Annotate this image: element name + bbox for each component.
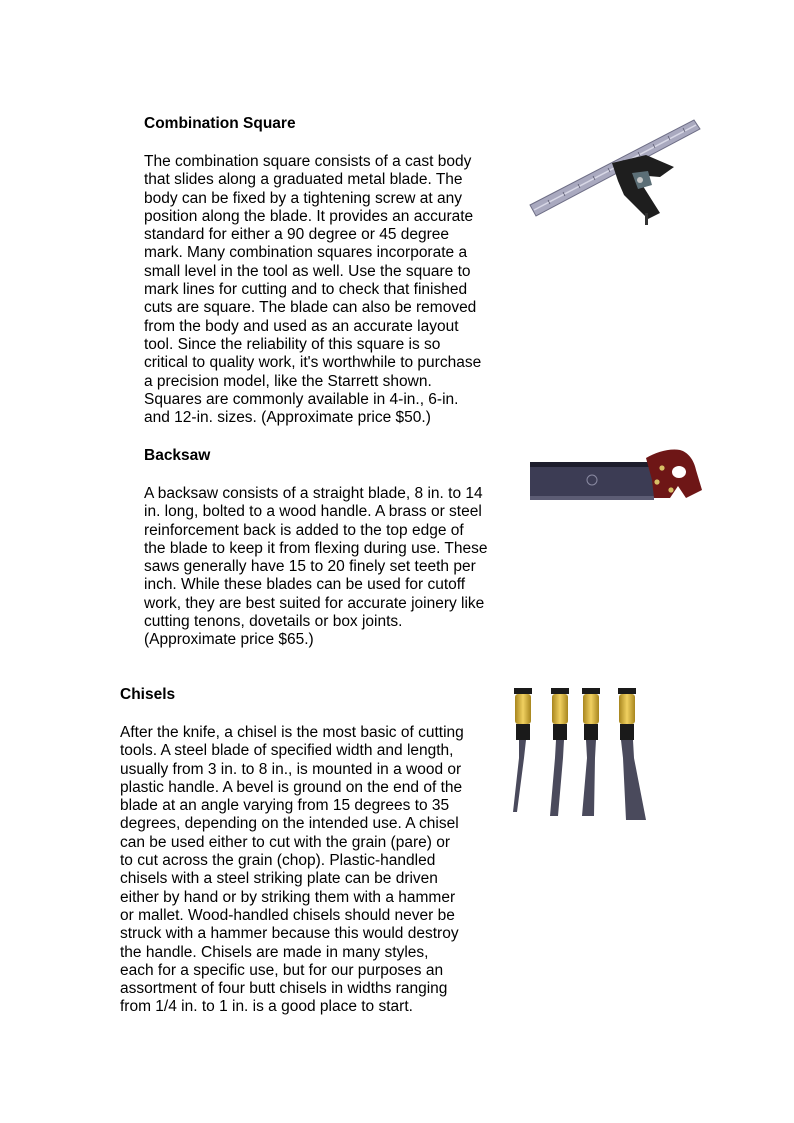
- section-heading: Backsaw: [144, 447, 211, 464]
- section-heading: Combination Square: [144, 115, 296, 132]
- section-body: [144, 153, 481, 427]
- body-line: Squares are commonly available in 4-in., 6-in.: [144, 390, 459, 408]
- chisels-image: [500, 682, 660, 824]
- body-line: the handle. Chisels are made in many styles,: [120, 943, 429, 961]
- body-line: to cut across the grain (chop). Plastic-handled: [120, 852, 436, 870]
- combination-square-image: [528, 115, 703, 230]
- body-line: assortment of four butt chisels in widths ranging: [120, 980, 448, 998]
- body-line: standard for either a 90 degree or 45 degree: [144, 226, 450, 244]
- chisel-quarter-inch: [513, 688, 532, 812]
- body-line: After the knife, a chisel is the most basic of cutting: [120, 724, 464, 741]
- body-line: tool. Since the reliability of this square is so: [144, 335, 441, 353]
- body-line: saws generally have 15 to 20 finely set teeth per: [144, 558, 476, 576]
- section-backsaw: [144, 447, 488, 650]
- body-line: A backsaw consists of a straight blade, 8 in. to 14: [144, 485, 483, 502]
- chisel-half-inch: [550, 688, 569, 816]
- body-line: mark. Many combination squares incorporate a: [144, 244, 468, 262]
- body-line: small level in the tool as well. Use the square to: [144, 262, 471, 280]
- body-line: cutting tenons, dovetails or box joints.: [144, 613, 403, 631]
- section-heading: Chisels: [120, 686, 176, 703]
- body-line: critical to quality work, it's worthwhile to purchase: [144, 354, 482, 372]
- chisel-three-quarter-inch: [582, 688, 600, 816]
- body-line: position along the blade. It provides an accurate: [144, 207, 474, 225]
- section-body: [120, 724, 464, 1017]
- body-line: usually from 3 in. to 8 in., is mounted in a wood or: [120, 760, 462, 778]
- body-line: body can be fixed by a tightening screw at any: [144, 189, 462, 207]
- body-line: work, they are best suited for accurate joinery like: [144, 594, 485, 612]
- section-body: [144, 485, 488, 650]
- body-line: that slides along a graduated metal blade. The: [144, 171, 463, 189]
- body-line: chisels with a steel striking plate can be driven: [120, 870, 438, 888]
- body-line: blade at an angle varying from 15 degrees to 35: [120, 797, 450, 815]
- body-line: tools. A steel blade of specified width and length,: [120, 742, 454, 760]
- body-line: a precision model, like the Starrett shown.: [144, 372, 432, 390]
- body-line: either by hand or by striking them with a hammer: [120, 888, 456, 906]
- body-line: each for a specific use, but for our purposes an: [120, 961, 444, 979]
- body-line: reinforcement back is added to the top edge of: [144, 521, 464, 539]
- body-line: in. long, bolted to a wood handle. A brass or steel: [144, 503, 482, 521]
- body-line: cuts are square. The blade can also be removed: [144, 299, 477, 317]
- body-line: plastic handle. A bevel is ground on the end of the: [120, 778, 463, 796]
- body-line: inch. While these blades can be used for cutoff: [144, 576, 466, 594]
- section-chisels: [120, 686, 464, 1017]
- body-line: can be used either to cut with the grain (pare) or: [120, 833, 450, 851]
- body-line: struck with a hammer because this would destroy: [120, 925, 459, 943]
- backsaw-image: [528, 446, 703, 504]
- body-line: mark lines for cutting and to check that finished: [144, 281, 468, 299]
- section-combination-square: [144, 115, 481, 427]
- body-line: or mallet. Wood-handled chisels should never be: [120, 906, 455, 924]
- chisel-one-inch: [618, 688, 646, 820]
- body-line: and 12-in. sizes. (Approximate price $50.): [144, 409, 431, 427]
- body-line: from 1/4 in. to 1 in. is a good place to start.: [120, 998, 413, 1016]
- body-line: (Approximate price $65.): [144, 631, 314, 649]
- body-line: The combination square consists of a cast body: [144, 153, 472, 170]
- body-line: degrees, depending on the intended use. A chisel: [120, 815, 459, 833]
- body-line: from the body and used as an accurate layout: [144, 317, 459, 335]
- body-line: the blade to keep it from flexing during use. These: [144, 539, 488, 557]
